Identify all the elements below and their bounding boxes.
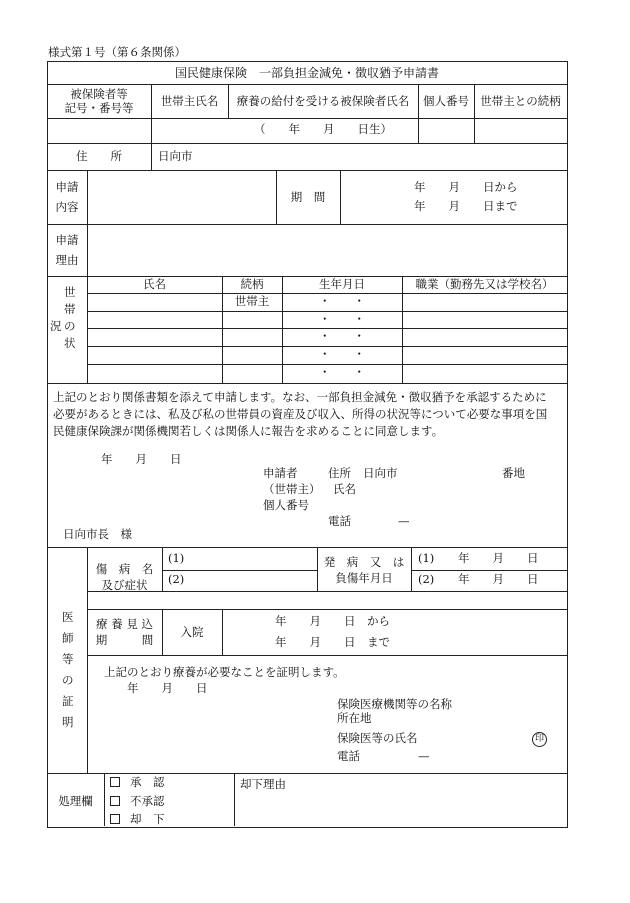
admission-label: 入院 bbox=[180, 625, 204, 639]
form-frame bbox=[47, 61, 568, 828]
care-to: 年 月 日 まで bbox=[275, 635, 390, 649]
certify-statement: 上記のとおり療養が必要なことを証明します。 bbox=[104, 665, 345, 679]
personal-number-header: 個人番号 bbox=[423, 94, 469, 108]
approve-label: 承 認 bbox=[130, 775, 165, 789]
applicant-label: 申請者 bbox=[263, 466, 298, 480]
period-from: 年 月 日から bbox=[414, 180, 518, 194]
reject-label: 却 下 bbox=[130, 812, 165, 826]
onset-label-sub: 負傷年月日 bbox=[335, 571, 393, 585]
application-reason-label: 申請 bbox=[55, 233, 79, 247]
recipient-name-header: 療養の給付を受ける被保険者氏名 bbox=[236, 94, 410, 108]
household-birth-placeholder: ・ ・ bbox=[319, 347, 365, 361]
insured-number-header-sub: 記号・番号等 bbox=[64, 101, 134, 115]
onset-item-2: (2) bbox=[418, 572, 435, 586]
applicant-name-label: 氏名 bbox=[333, 482, 356, 496]
processing-label: 処理欄 bbox=[58, 794, 93, 808]
doctor-side-char: 証 bbox=[62, 694, 74, 708]
household-side-char: 況 bbox=[50, 319, 62, 333]
applicant-personal-number: 個人番号 bbox=[263, 498, 309, 512]
address-value: 日向市 bbox=[158, 149, 193, 163]
declaration-line: 民健康保険課が関係機関若しくは関係人に報告を求めることに同意します。 bbox=[53, 424, 444, 438]
reject-checkbox[interactable] bbox=[110, 814, 120, 824]
injury-item-2: (2) bbox=[168, 572, 185, 586]
applicant-banchi: 番地 bbox=[502, 466, 525, 480]
household-side-char: 帯 bbox=[64, 302, 76, 316]
injury-label: 傷 病 名 bbox=[95, 562, 154, 576]
applicant-address-label: 住所 bbox=[328, 466, 351, 480]
doctor-side-char: 医 bbox=[62, 610, 74, 624]
location-label: 所在地 bbox=[337, 711, 372, 725]
form-label: 様式第１号（第６条関係） bbox=[48, 45, 186, 59]
household-occupation-header: 職業（勤務先又は学校名） bbox=[415, 277, 554, 291]
institution-label: 保険医療機関等の名称 bbox=[337, 697, 452, 711]
doctor-side-char: の bbox=[62, 673, 74, 687]
doctor-side-char: 師 bbox=[62, 631, 74, 645]
addressee: 日向市長 様 bbox=[63, 527, 132, 541]
period-label: 期 間 bbox=[290, 190, 326, 204]
seal-icon: 印 bbox=[532, 732, 547, 747]
care-period-label: 療 養 見 込 bbox=[96, 617, 153, 631]
doctor-side-char: 明 bbox=[62, 715, 74, 729]
doctor-phone-label: 電話 bbox=[337, 749, 360, 763]
household-birth-placeholder: ・ ・ bbox=[319, 312, 365, 326]
insured-number-header: 被保険者等 bbox=[70, 87, 128, 101]
care-from: 年 月 日 から bbox=[275, 614, 390, 628]
onset-date-2: 年 月 日 bbox=[458, 572, 539, 586]
onset-item-1: (1) bbox=[418, 551, 435, 565]
relation-header: 世帯主との続柄 bbox=[480, 94, 561, 108]
applicant-address-value: 日向市 bbox=[363, 466, 398, 480]
household-birth-placeholder: ・ ・ bbox=[319, 329, 365, 343]
applicant-phone-label: 電話 bbox=[328, 514, 351, 528]
household-side-char: の bbox=[64, 319, 76, 333]
form-title: 国民健康保険 一部負担金減免・徴収猶予申請書 bbox=[174, 66, 439, 80]
disapprove-label: 不承認 bbox=[130, 794, 165, 808]
applicant-phone-dash: — bbox=[398, 514, 410, 528]
household-name-header: 氏名 bbox=[143, 277, 166, 291]
care-period-label-sub: 期 間 bbox=[95, 633, 154, 647]
period-to: 年 月 日まで bbox=[414, 199, 518, 213]
household-birth-placeholder: ・ ・ bbox=[319, 294, 365, 308]
onset-label: 発 病 又 は bbox=[323, 555, 405, 569]
application-content-label-sub: 内容 bbox=[55, 200, 79, 214]
disapprove-checkbox[interactable] bbox=[110, 796, 120, 806]
household-first-relation: 世帯主 bbox=[234, 294, 270, 308]
applicant-householder: （世帯主） bbox=[263, 482, 321, 496]
birth-date-field: （ 年 月 日生） bbox=[254, 122, 392, 136]
declaration-line: 上記のとおり関係書類を添えて申請します。なお、一部負担金減免・徴収猶予を承認するために bbox=[53, 390, 547, 404]
certify-date: 年 月 日 bbox=[127, 681, 208, 695]
doctor-name-label: 保険医等の氏名 bbox=[337, 731, 418, 745]
household-birth-placeholder: ・ ・ bbox=[319, 365, 365, 379]
address-label: 住 所 bbox=[76, 149, 122, 163]
injury-item-1: (1) bbox=[168, 551, 185, 565]
household-birth-header: 生年月日 bbox=[319, 277, 365, 291]
rejection-reason-label: 却下理由 bbox=[240, 777, 286, 791]
household-side-char: 世 bbox=[64, 285, 76, 299]
doctor-phone-dash: — bbox=[418, 749, 430, 763]
household-relation-header: 続柄 bbox=[240, 277, 264, 291]
onset-date-1: 年 月 日 bbox=[458, 551, 539, 565]
household-side-char: 状 bbox=[64, 336, 76, 350]
application-content-label: 申請 bbox=[55, 180, 79, 194]
householder-name-header: 世帯主氏名 bbox=[160, 94, 219, 108]
injury-label-sub: 及び症状 bbox=[101, 578, 148, 592]
declaration-date: 年 月 日 bbox=[101, 452, 182, 466]
application-reason-label-sub: 理由 bbox=[55, 253, 79, 267]
doctor-side-char: 等 bbox=[62, 652, 74, 666]
declaration-line: 必要があるときには、私及び私の世帯員の資産及び収入、所得の状況等について必要な事項を国 bbox=[53, 407, 548, 421]
approve-checkbox[interactable] bbox=[110, 777, 120, 787]
